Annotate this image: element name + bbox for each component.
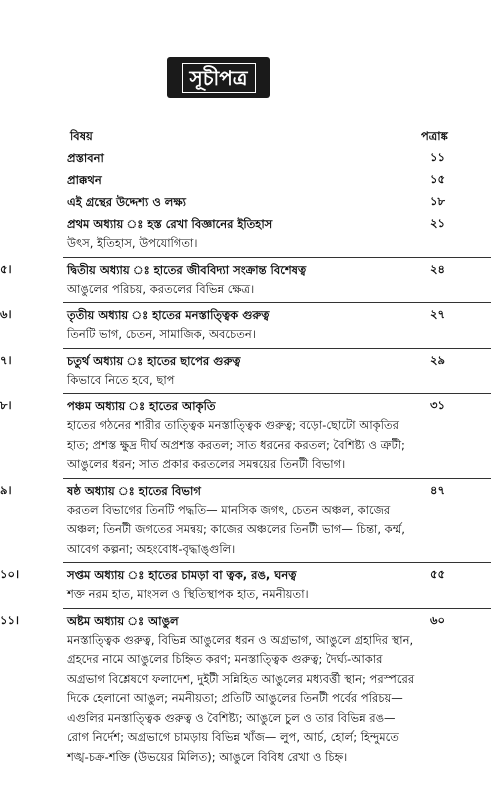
entry-title: সপ্তম অধ্যায় ঃ হাতের চামড়া বা ত্বক, রঙ, ঘনত্ব bbox=[67, 568, 297, 582]
entry-page: ১১ bbox=[430, 150, 445, 164]
entry-page: ৫৫ bbox=[430, 567, 445, 581]
entry-number: ১০। bbox=[0, 567, 20, 581]
entry-title: অষ্টম অধ্যায় ঃ আঙুল bbox=[67, 613, 179, 628]
entry-description: শক্ত নরম হাত, মাংসল ও স্থিতিস্থাপক হাত, নমনীয়তা। bbox=[67, 587, 309, 601]
entry-description: মনস্তাত্ত্বিক গুরুত্ব, বিভিন্ন আঙুলের ধরন ও অগ্রভাগ, আঙুলে গ্রহাদির স্থান, গ্রহদের নামে আঙুলের চিহ্নিত করণ; মনস্তাত্ত্বিক গুরুত্ব; দৈর্ঘ্য-আকার অগ্রভাগ বিশ্লেষণে ফলাদেশ, দুইটী সন্নিহিত আঙুলের মধ্যবর্ত্তী স্থান; পরস্পরের দিকে হেলানো আঙুল; নমনীয়তা; প্রতিটি আঙুলের তিনটী পর্বের পরিচয়— এগুলির মনস্তাত্ত্বিক গুরুত্ব ও বৈশিষ্ট্য; আঙুলে চুল ও তার বিভিন্ন রঙ— রোগ নির্দেশ; অগ্রভাগে চামড়ায় বিভিন্ন খাঁজ— লুপ, আর্চ, হোর্ল; হিন্দুমতে শঙ্খ-চক্র-শক্তি (উভয়ের মিলিত); আঙুলে বিবিধ রেখা ও চিহ্ন। bbox=[67, 632, 415, 764]
entry-description: উৎস, ইতিহাস, উপযোগিতা। bbox=[67, 236, 198, 250]
toc-entry bbox=[0, 212, 491, 257]
entry-page: ২৭ bbox=[430, 307, 445, 321]
entry-number: ৬। bbox=[0, 307, 12, 321]
toc-entry bbox=[0, 257, 491, 303]
entry-title: চতুর্থ অধ্যায় ঃ হাতের ছাপের গুরুত্ব bbox=[67, 353, 241, 368]
toc-entry bbox=[0, 348, 491, 394]
title-banner bbox=[167, 57, 270, 98]
entry-description: করতল বিভাগের তিনটি পদ্ধতি— মানসিক জগৎ, চেতন অঞ্চল, কাজের অঞ্চল; তিনটী জগতের সমন্বয়; কাজের অঞ্চলের তিনটী ভাগ— চিন্তা, কর্ম্ম, আবেগ কল্পনা; অহংবোধ-বৃদ্ধাঙ্গুলি। bbox=[67, 502, 405, 556]
entry-description: আঙুলের পরিচয়, করতলের বিভিন্ন ক্ষেত্র। bbox=[67, 281, 255, 296]
entry-page: ২৯ bbox=[430, 352, 445, 367]
toc-entry bbox=[0, 608, 491, 771]
toc-entry bbox=[0, 478, 491, 563]
toc-entry bbox=[0, 190, 491, 212]
entry-page: ১৫ bbox=[430, 172, 445, 186]
entry-page: ৩১ bbox=[430, 398, 445, 412]
entry-title: দ্বিতীয় অধ্যায় ঃ হাতের জীববিদ্যা সংক্রান্ত বিশেষত্ব bbox=[67, 262, 307, 277]
toc-entry bbox=[0, 168, 491, 190]
entry-number: ৭। bbox=[0, 352, 12, 367]
entry-number: ৮। bbox=[0, 398, 12, 412]
entry-title: তৃতীয় অধ্যায় ঃ হাতের মনস্তাত্ত্বিক গুরুত্ব bbox=[67, 308, 270, 322]
entry-title: প্রাক্কথন bbox=[67, 173, 102, 187]
entry-title: পঞ্চম অধ্যায় ঃ হাতের আকৃতি bbox=[67, 399, 216, 413]
entry-number: ১১। bbox=[0, 612, 20, 627]
entry-page: ২১ bbox=[430, 216, 445, 230]
entry-description: কিভাবে নিতে হবে, ছাপ bbox=[67, 372, 175, 387]
entry-title: প্রস্তাবনা bbox=[67, 151, 104, 165]
page-column-header: পত্রাঙ্ক bbox=[421, 129, 448, 143]
entry-page: ১৮ bbox=[430, 194, 445, 208]
entry-title: প্রথম অধ্যায় ঃ হস্ত রেখা বিজ্ঞানের ইতিহাস bbox=[67, 217, 273, 231]
toc-entry bbox=[0, 302, 491, 348]
entry-page: ২৪ bbox=[430, 261, 445, 276]
toc-entry bbox=[0, 146, 491, 168]
entry-number: ৫। bbox=[0, 261, 12, 276]
entry-number: ৯। bbox=[0, 482, 12, 497]
entry-description: তিনটি ভাগ, চেতন, সামাজিক, অবচেতন। bbox=[67, 327, 256, 341]
entry-description: হাতের গঠনের শারীর তাত্ত্বিক মনস্তাত্ত্বিক গুরুত্ব; বড়ো-ছোটো আকৃতির হাত; প্রশস্ত ক্ষুদ্র দীর্ঘ অপ্রশস্ত করতল; সাত ধরনের করতল; বৈশিষ্ট্য ও ত্রুটী; আঙুলের ধরন; সাত প্রকার করতলের সমন্বয়ের তিনটী বিভাগ। bbox=[67, 418, 405, 471]
entry-title: এই গ্রন্থের উদ্দেশ্য ও লক্ষ্য bbox=[67, 195, 187, 209]
subject-column-header: বিষয় bbox=[70, 129, 93, 143]
toc-entry bbox=[0, 393, 491, 478]
entry-page: ৬০ bbox=[430, 612, 445, 627]
toc-list bbox=[0, 146, 491, 770]
entry-title: ষষ্ঠ অধ্যায় ঃ হাতের বিভাগ bbox=[67, 483, 201, 498]
entry-page: ৪৭ bbox=[430, 482, 445, 497]
toc-entry bbox=[0, 562, 491, 608]
page-title: সূচীপত্র bbox=[182, 63, 256, 93]
